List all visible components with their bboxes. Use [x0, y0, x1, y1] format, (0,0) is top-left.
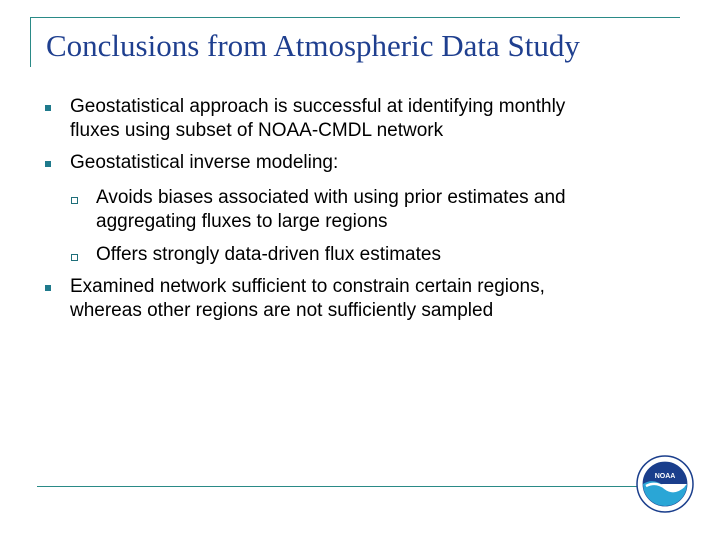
bullet-line: aggregating fluxes to large regions: [96, 211, 388, 232]
bullet-line: Offers strongly data-driven flux estimates: [96, 244, 441, 265]
square-bullet-icon: [45, 161, 51, 167]
bullet-item-2: [70, 151, 338, 175]
square-bullet-icon: [45, 285, 51, 291]
bullet-line: whereas other regions are not sufficiently sampled: [70, 300, 494, 321]
sub-bullet-item-2: [96, 243, 441, 267]
bottom-rule: [37, 486, 637, 487]
bullet-item-1: [70, 95, 565, 143]
bullet-item-3: [70, 275, 545, 323]
top-rule: [30, 17, 680, 18]
hollow-square-bullet-icon: [71, 197, 78, 204]
hollow-square-bullet-icon: [71, 254, 78, 261]
bullet-line: fluxes using subset of NOAA-CMDL network: [70, 120, 444, 141]
square-bullet-icon: [45, 105, 51, 111]
slide-title: Conclusions from Atmospheric Data Study: [46, 28, 580, 63]
noaa-logo-icon: [636, 455, 694, 513]
bullet-line: Geostatistical approach is successful at identifying monthly: [70, 96, 566, 117]
bullet-line: Examined network sufficient to constrain certain regions,: [70, 276, 545, 297]
sub-bullet-item-1: [96, 186, 566, 234]
bullet-line: Geostatistical inverse modeling:: [70, 152, 339, 173]
bullet-line: Avoids biases associated with using prior estimates and: [96, 187, 566, 208]
logo-text: NOAA: [654, 473, 676, 480]
left-rule: [30, 17, 31, 67]
